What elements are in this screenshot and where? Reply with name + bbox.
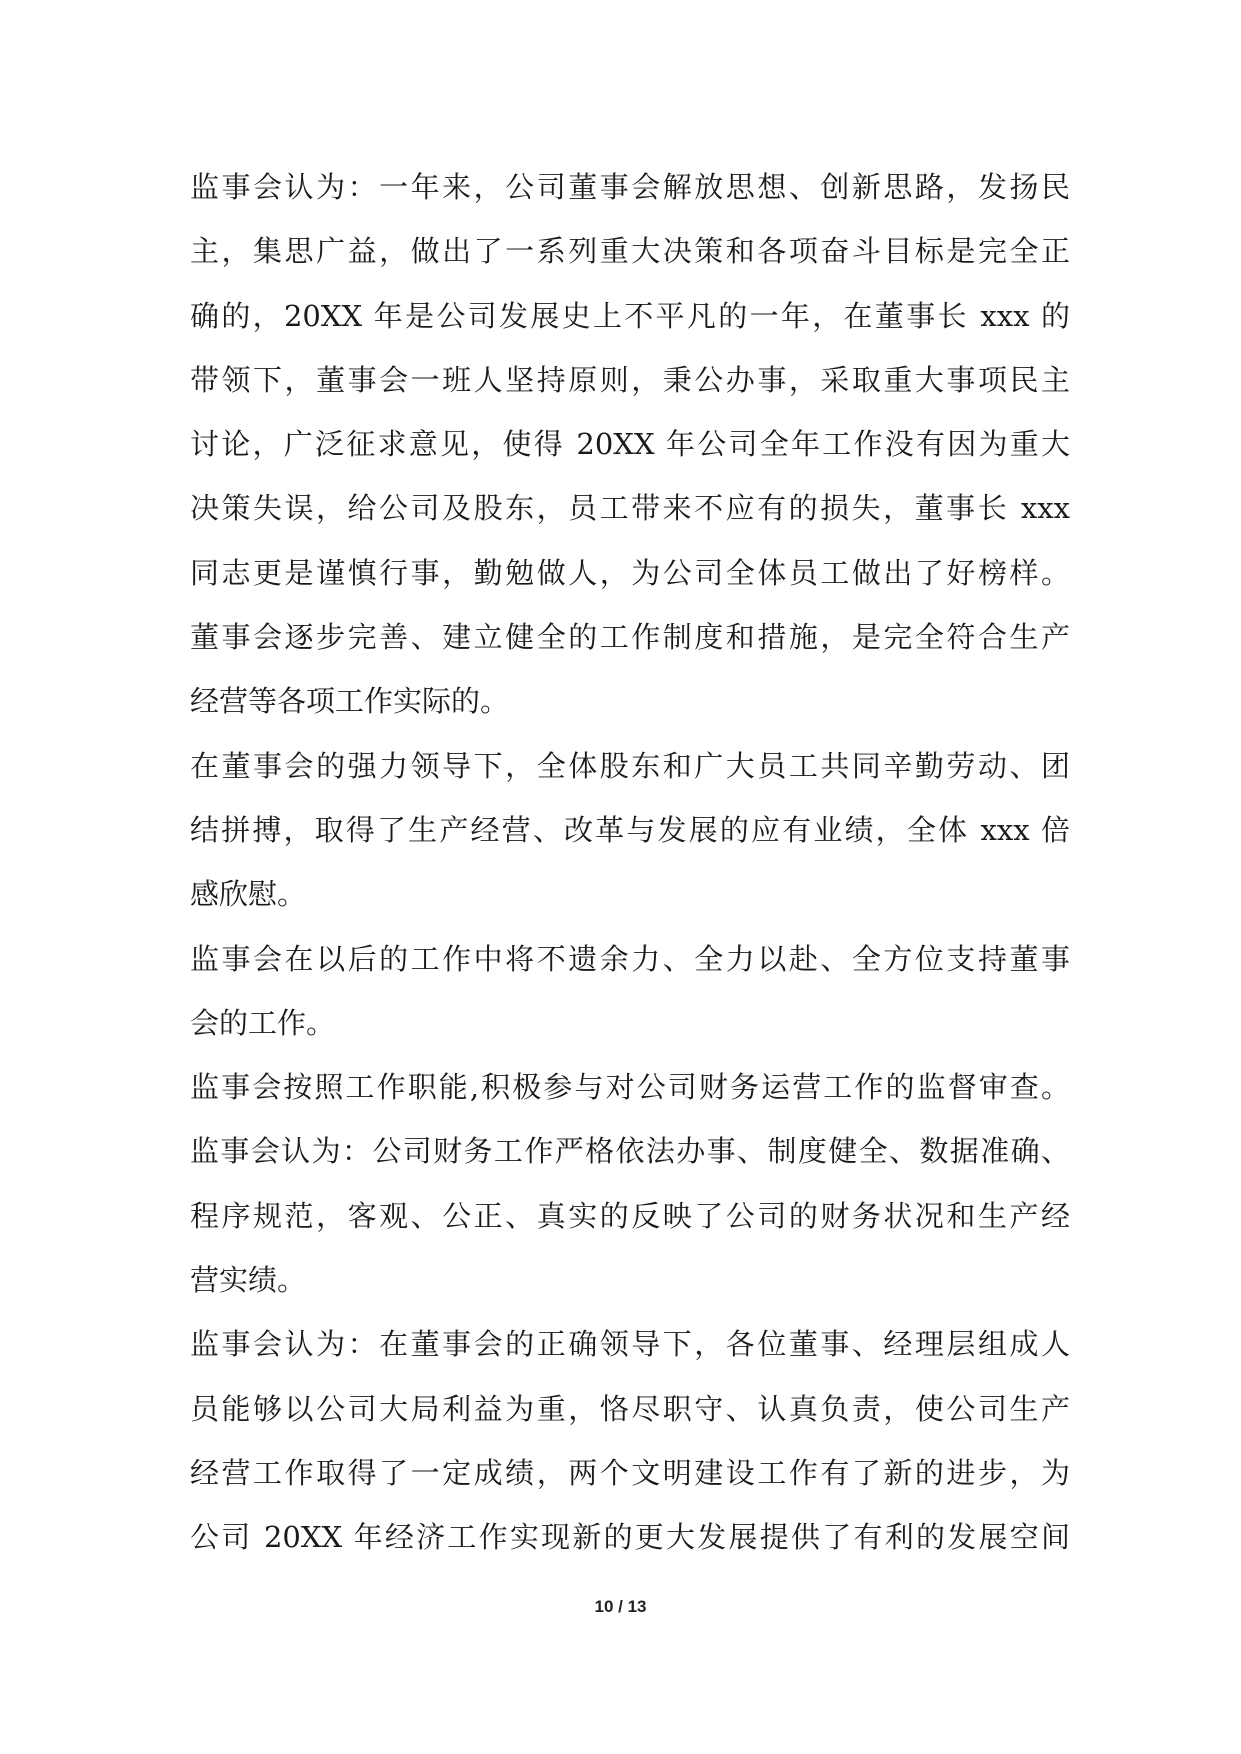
text-line: 程序规范，客观、公正、真实的反映了公司的财务状况和生产经 bbox=[190, 1198, 1070, 1233]
text-line: 董事会逐步完善、建立健全的工作制度和措施，是完全符合生产 bbox=[190, 620, 1070, 655]
text-line: 讨论，广泛征求意见，使得 20XX 年公司全年工作没有因为重大 bbox=[190, 427, 1070, 462]
text-line: 会的工作。 bbox=[190, 1005, 336, 1040]
text-line: 监事会认为：公司财务工作严格依法办事、制度健全、数据准确、 bbox=[190, 1134, 1070, 1169]
text-line: 感欣慰。 bbox=[190, 877, 307, 912]
text-line: 监事会认为：在董事会的正确领导下，各位董事、经理层组成人 bbox=[190, 1327, 1070, 1362]
text-line: 主，集思广益，做出了一系列重大决策和各项奋斗目标是完全正 bbox=[190, 234, 1070, 269]
text-line: 在董事会的强力领导下，全体股东和广大员工共同辛勤劳动、团 bbox=[190, 748, 1070, 783]
text-line: 带领下，董事会一班人坚持原则，秉公办事，采取重大事项民主 bbox=[190, 362, 1070, 397]
text-line: 经营等各项工作实际的。 bbox=[190, 684, 510, 719]
text-line: 监事会认为：一年来，公司董事会解放思想、创新思路，发扬民 bbox=[190, 170, 1070, 204]
text-line: 监事会在以后的工作中将不遗余力、全力以赴、全方位支持董事 bbox=[190, 941, 1070, 976]
text-line: 公司 20XX 年经济工作实现新的更大发展提供了有利的发展空间 bbox=[190, 1520, 1070, 1555]
text-line: 同志更是谨慎行事，勤勉做人，为公司全体员工做出了好榜样。 bbox=[190, 555, 1070, 590]
text-line: 结拼搏，取得了生产经营、改革与发展的应有业绩，全体 xxx 倍 bbox=[190, 812, 1070, 847]
body-text bbox=[190, 155, 1070, 1570]
text-line: 监事会按照工作职能,积极参与对公司财务运营工作的监督审查。 bbox=[190, 1070, 1070, 1105]
text-line: 决策失误，给公司及股东，员工带来不应有的损失，董事长 xxx bbox=[190, 491, 1070, 526]
text-line: 确的，20XX 年是公司发展史上不平凡的一年，在董事长 xxx 的 bbox=[190, 298, 1070, 333]
text-line: 经营工作取得了一定成绩，两个文明建设工作有了新的进步，为 bbox=[190, 1455, 1070, 1490]
page-number: 10 / 13 bbox=[594, 1597, 647, 1616]
text-line: 营实绩。 bbox=[190, 1263, 307, 1298]
text-line: 员能够以公司大局利益为重，恪尽职守、认真负责，使公司生产 bbox=[190, 1391, 1070, 1426]
